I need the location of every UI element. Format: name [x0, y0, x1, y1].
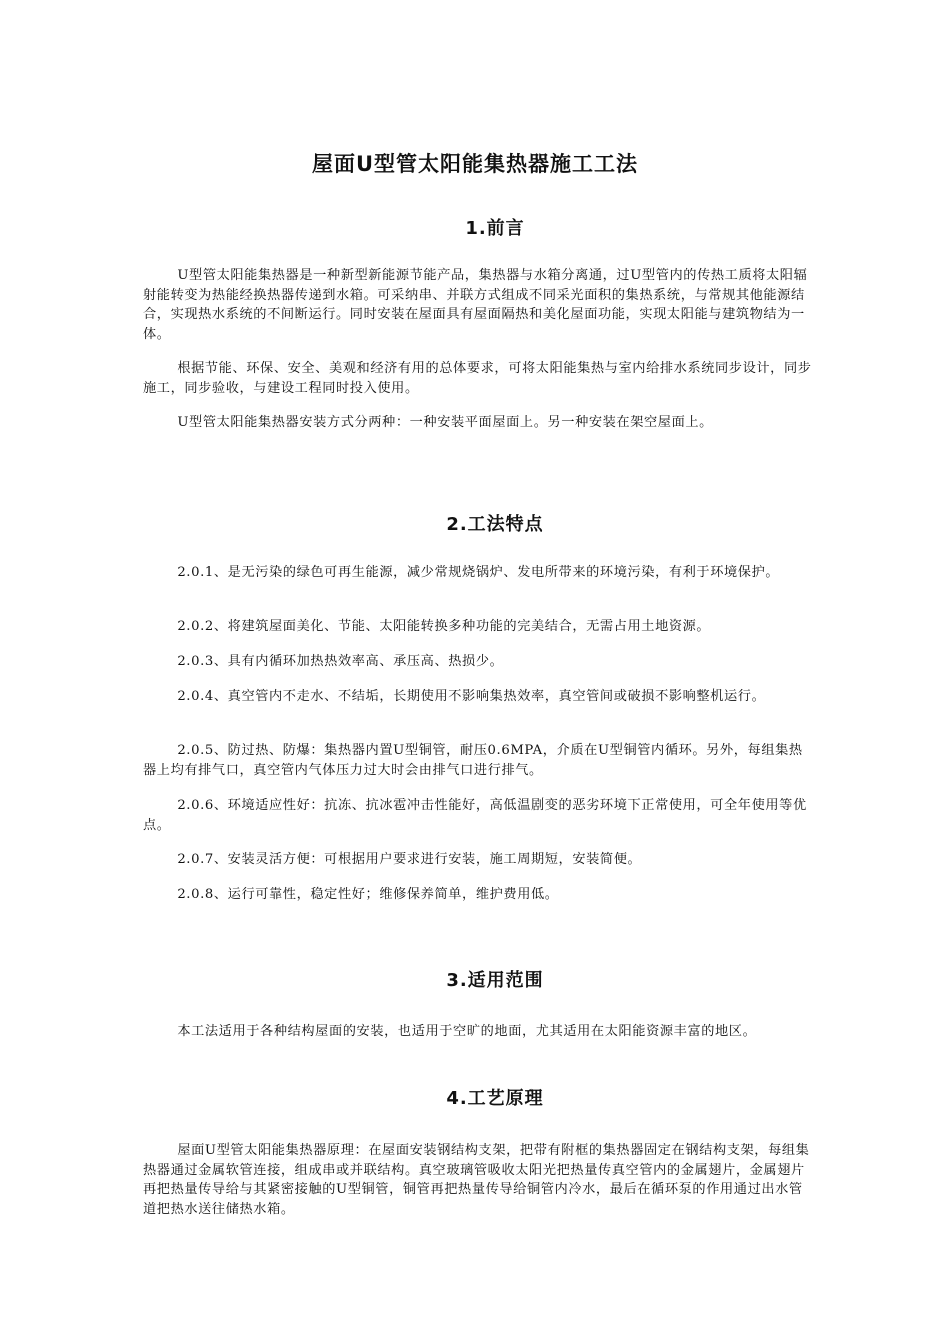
paragraph: 2.0.4、真空管内不走水、不结垢，长期使用不影响集热效率，真空管间或破损不影响整机运行。 [177, 689, 766, 704]
paragraph: 2.0.8、运行可靠性，稳定性好；维修保养简单，维护费用低。 [177, 887, 559, 902]
paragraph: 2.0.6、环境适应性好：抗冻、抗冰雹冲击性能好，高低温剧变的恶劣环境下正常使用，可全年使用等优点。 [143, 798, 807, 833]
paragraph: 2.0.7、安装灵活方便：可根据用户要求进行安装，施工周期短，安装简便。 [177, 852, 642, 867]
paragraph: 2.0.5、防过热、防爆：集热器内置U型铜管，耐压0.6MPA，介质在U型铜管内循环。另外，每组集热器上均有排气口，真空管内气体压力过大时会由排气口进行排气。 [143, 743, 803, 778]
section-heading-scope: 3.适用范围 [446, 970, 544, 991]
section-heading-preface: 1.前言 [465, 218, 525, 239]
document-title: 屋面U型管太阳能集热器施工工法 [311, 152, 639, 176]
paragraph: U型管太阳能集热器安装方式分两种：一种安装平面屋面上。另一种安装在架空屋面上。 [177, 415, 713, 430]
paragraph: U型管太阳能集热器是一种新型新能源节能产品，集热器与水箱分离通，过U型管内的传热工质将太阳辐射能转变为热能经换热器传递到水箱。可采纳串、并联方式组成不同采光面积的集热系统，与常规其他能源结合，实现热水系统的不间断运行。同时安装在屋面具有屋面隔热和美化屋面功能，实现太阳能与建筑物结为一体。 [143, 268, 808, 342]
paragraph: 2.0.2、将建筑屋面美化、节能、太阳能转换多种功能的完美结合，无需占用土地资源。 [177, 619, 711, 634]
paragraph: 2.0.1、是无污染的绿色可再生能源，减少常规烧锅炉、发电所带来的环境污染，有利于环境保护。 [177, 565, 780, 580]
section-heading-features: 2.工法特点 [446, 514, 544, 535]
paragraph: 2.0.3、具有内循环加热热效率高、承压高、热损少。 [177, 654, 504, 669]
paragraph: 屋面U型管太阳能集热器原理：在屋面安装钢结构支架，把带有附框的集热器固定在钢结构支架，每组集热器通过金属软管连接，组成串或并联结构。真空玻璃管吸收太阳光把热量传真空管内的金属翅片，金属翅片再把热量传导给与其紧密接触的U型铜管，铜管再把热量传导给铜管内冷水，最后在循环泵的作用通过出水管道把热水送往储热水箱。 [143, 1143, 810, 1217]
section-heading-principle: 4.工艺原理 [446, 1088, 544, 1109]
paragraph: 根据节能、环保、安全、美观和经济有用的总体要求，可将太阳能集热与室内给排水系统同步设计，同步施工，同步验收，与建设工程同时投入使用。 [143, 361, 812, 396]
paragraph: 本工法适用于各种结构屋面的安装，也适用于空旷的地面，尤其适用在太阳能资源丰富的地区。 [177, 1024, 757, 1039]
